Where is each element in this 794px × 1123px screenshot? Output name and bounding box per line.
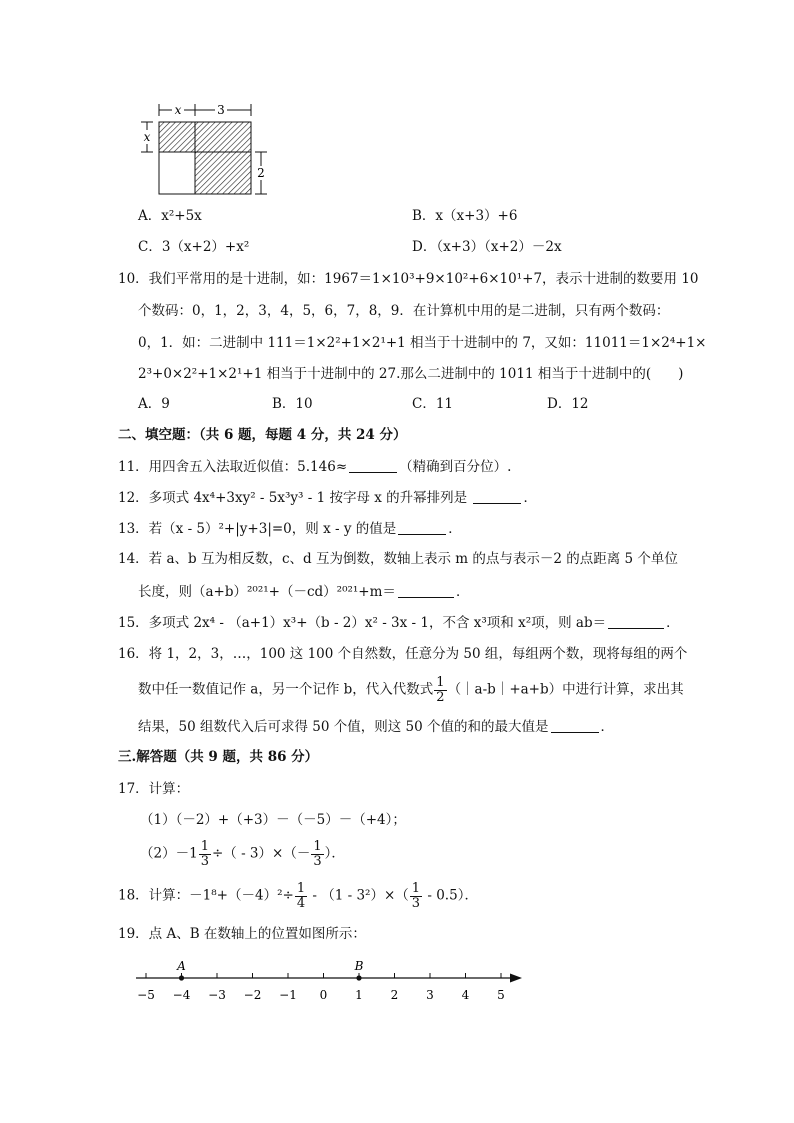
dim-2-right: 2	[257, 166, 265, 180]
q11: 11．用四舍五入法取近似值：5.146≈ （精确到百分位）.	[118, 459, 512, 475]
tick-label-4: 4	[461, 988, 470, 1002]
q9-option-a[interactable]: A．x²+5x	[138, 208, 202, 224]
point-label-b: B	[354, 959, 364, 973]
dim-3-top: 3	[217, 103, 225, 117]
q10-option-d[interactable]: D．12	[547, 396, 589, 412]
q15-answer-blank[interactable]	[608, 616, 664, 629]
point-label-a: A	[177, 959, 186, 973]
q12-answer-blank[interactable]	[473, 491, 521, 504]
q11-answer-blank[interactable]	[349, 460, 397, 473]
tick-label-2: 2	[390, 988, 399, 1002]
dim-x-left: x	[143, 130, 151, 144]
point-b	[356, 975, 361, 980]
q17-fraction: $\frac{1}{3}$	[313, 839, 322, 869]
blank-rect-bottom-left	[159, 152, 195, 194]
q18-fraction-quarter: $\frac{1}{4}$	[296, 881, 306, 911]
q10-line3: 0，1．如：二进制中 111＝1×2²+1×2¹+1 相当于十进制中的 7，又如：11011＝1×2⁴+1×	[138, 335, 707, 351]
q14-answer-blank[interactable]	[398, 585, 454, 598]
shaded-rect-bottom-right	[195, 152, 251, 194]
q10-option-a[interactable]: A．9	[138, 396, 170, 412]
q18: 18．计算：－1⁸+（－4）²÷ $\frac{1}{4}$ - （1 - 3²）×（ $\frac{1}{3}$ - 0.5）．	[118, 881, 478, 911]
q16-line2: 数中任一数值记作 a，另一个记作 b，代入代数式 $\frac{1}{2}$ （｜a-b｜+a+b）中进行计算，求出其	[138, 675, 684, 705]
q10-line1: 10．我们平常用的是十进制，如：1967＝1×10³+9×10²+6×10¹+7，表示十进制的数要用 10	[118, 271, 699, 287]
tick-label--1: −1	[279, 988, 297, 1002]
tick-label-1: 1	[355, 988, 363, 1002]
q9-area-figure	[135, 100, 275, 196]
number-line-arrow	[510, 974, 522, 983]
q17-title: 17．计算：	[118, 781, 190, 797]
q10-option-c[interactable]: C．11	[412, 396, 454, 412]
shaded-rect-top-right	[195, 122, 251, 152]
q9-option-d[interactable]: D．（x+3）（x+2）－2x	[412, 239, 562, 255]
section-2-heading: 二、填空题：（共 6 题，每题 4 分，共 24 分）	[118, 427, 407, 443]
tick-label--5: −5	[137, 988, 155, 1002]
q13: 13．若（x - 5）²+|y+3|=0，则 x - y 的值是 ．	[118, 521, 462, 537]
q19-number-line	[130, 955, 530, 1005]
section-3-heading: 三.解答题（共 9 题，共 86 分）	[118, 749, 319, 765]
q16-fraction: $\frac{1}{2}$	[436, 675, 445, 705]
q10-option-b[interactable]: B．10	[272, 396, 313, 412]
q17-part2: （2）－1 $\frac{1}{3}$ ÷（ - 3）×（－ $\frac{1}{3}$ ）．	[140, 839, 345, 869]
q12: 12．多项式 4x⁴+3xy² - 5x³y³ - 1 按字母 x 的升幂排列是 ．	[118, 490, 537, 506]
q16-answer-blank[interactable]	[551, 720, 599, 733]
q17-part1: （1）（－2）+（+3）－（－5）－（+4）；	[140, 812, 406, 828]
tick-label-0: 0	[319, 988, 328, 1002]
tick-label--2: −2	[243, 988, 262, 1002]
q10-line4: 2³+0×2²+1×2¹+1 相当于十进制中的 27.那么二进制中的 1011 相当于十进制中的( )	[138, 366, 684, 382]
q15: 15．多项式 2x⁴ - （a+1）x³+（b - 2）x² - 3x - 1，不含 x³项和 x²项，则 ab＝ ．	[118, 615, 680, 631]
shaded-square-x	[159, 122, 195, 152]
q16-line1: 16．将 1，2，3，…，100 这 100 个自然数，任意分为 50 组，每组两个数，现将每组的两个	[118, 646, 688, 662]
q19-text: 19．点 A、B 在数轴上的位置如图所示：	[118, 926, 366, 942]
tick-label-3: 3	[426, 988, 434, 1002]
tick-label-5: 5	[497, 988, 505, 1002]
dim-x-top: x	[174, 103, 182, 117]
q13-answer-blank[interactable]	[398, 522, 446, 535]
q18-fraction-third: $\frac{1}{3}$	[411, 881, 421, 911]
q14-line1: 14．若 a、b 互为相反数，c、d 互为倒数，数轴上表示 m 的点与表示－2 的点距离 5 个单位	[118, 551, 678, 567]
point-a	[179, 975, 184, 980]
q9-option-c[interactable]: C．3（x+2）+x²	[138, 239, 250, 255]
tick-label--3: −3	[208, 988, 226, 1002]
tick-label--4: −4	[172, 988, 191, 1002]
q9-option-b[interactable]: B．x（x+3）+6	[412, 208, 518, 224]
q10-line2: 个数码：0，1，2，3，4，5，6，7，8，9．在计算机中用的是二进制，只有两个数码：	[138, 303, 670, 319]
q16-line3: 结果，50 组数代入后可求得 50 个值，则这 50 个值的和的最大值是 ．	[138, 719, 614, 735]
q17-mixed-fraction: $\frac{1}{3}$	[200, 839, 209, 869]
q14-line2: 长度，则（a+b）²⁰²¹+（－cd）²⁰²¹+m＝ ．	[138, 584, 470, 600]
